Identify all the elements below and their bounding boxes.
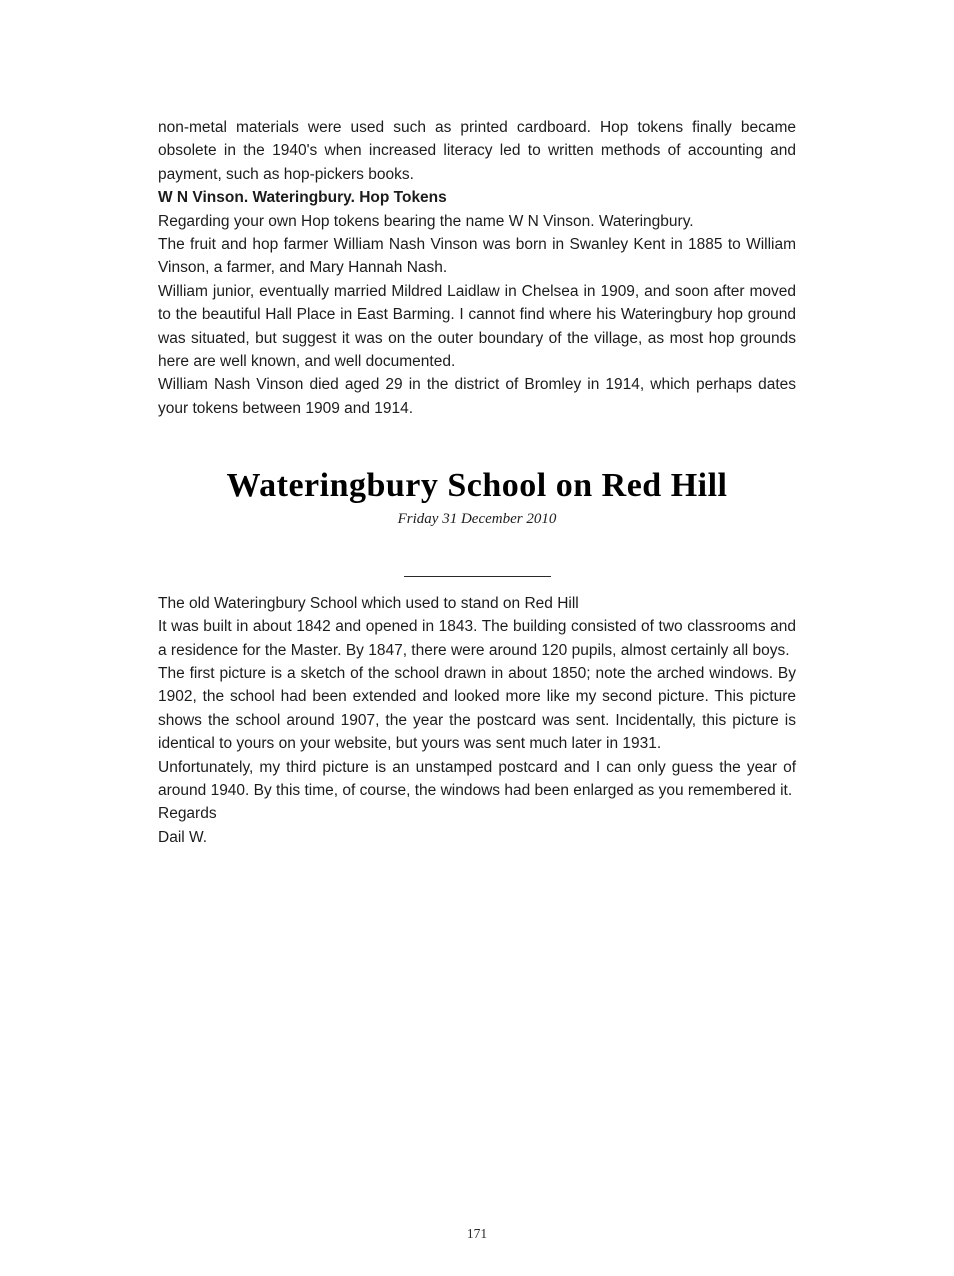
- article-date: Friday 31 December 2010: [397, 511, 557, 528]
- section-divider: [404, 576, 551, 577]
- paragraph: Unfortunately, my third picture is an unstamped postcard and I can only guess the year of around 1940. By this time, of course, the windows had been enlarged as you remembered it.: [158, 758, 796, 800]
- paragraph: The fruit and hop farmer William Nash Vinson was born in Swanley Kent in 1885 to William Vinson, a farmer, and Mary Hannah Nash.: [158, 236, 796, 277]
- page-number: 171: [466, 1226, 488, 1241]
- paragraph: William junior, eventually married Mildred Laidlaw in Chelsea in 1909, and soon after moved to the beautiful Hall Place in East Barming. I cannot find where his Wateringbury hop ground was situated, but suggest it was on the outer boundary of the village, as most hop grounds here are well known, and well documented.: [158, 282, 796, 371]
- paragraph: non-metal materials were used such as printed cardboard. Hop tokens finally became obsolete in the 1940's when increased literacy led to written methods of accounting and payment, such as hop-pickers books.: [158, 119, 796, 183]
- page-content: [158, 116, 796, 849]
- paragraph: William Nash Vinson died aged 29 in the district of Bromley in 1914, which perhaps dates your tokens between 1909 and 1914.: [158, 376, 796, 417]
- article-header: [158, 466, 796, 532]
- closing-line: Regards: [158, 805, 217, 823]
- paragraph: The old Wateringbury School which used to stand on Red Hill: [158, 594, 579, 612]
- signature-line: Dail W.: [158, 828, 208, 846]
- paragraph: It was built in about 1842 and opened in 1843. The building consisted of two classrooms and a residence for the Master. By 1847, there were around 120 pupils, almost certainly all boys.: [158, 618, 796, 659]
- article-title: Wateringbury School on Red Hill: [226, 467, 728, 505]
- paragraph: The first picture is a sketch of the school drawn in about 1850; note the arched windows. By 1902, the school had been extended and looked more like my second picture. This picture shows the school around 1907, the year the postcard was sent. Incidentally, this picture is identical to yours on your website, but yours was sent much later in 1931.: [158, 665, 796, 753]
- paragraph: Regarding your own Hop tokens bearing the name W N Vinson. Wateringbury.: [158, 212, 694, 230]
- section-heading: W N Vinson. Wateringbury. Hop Tokens: [158, 189, 447, 207]
